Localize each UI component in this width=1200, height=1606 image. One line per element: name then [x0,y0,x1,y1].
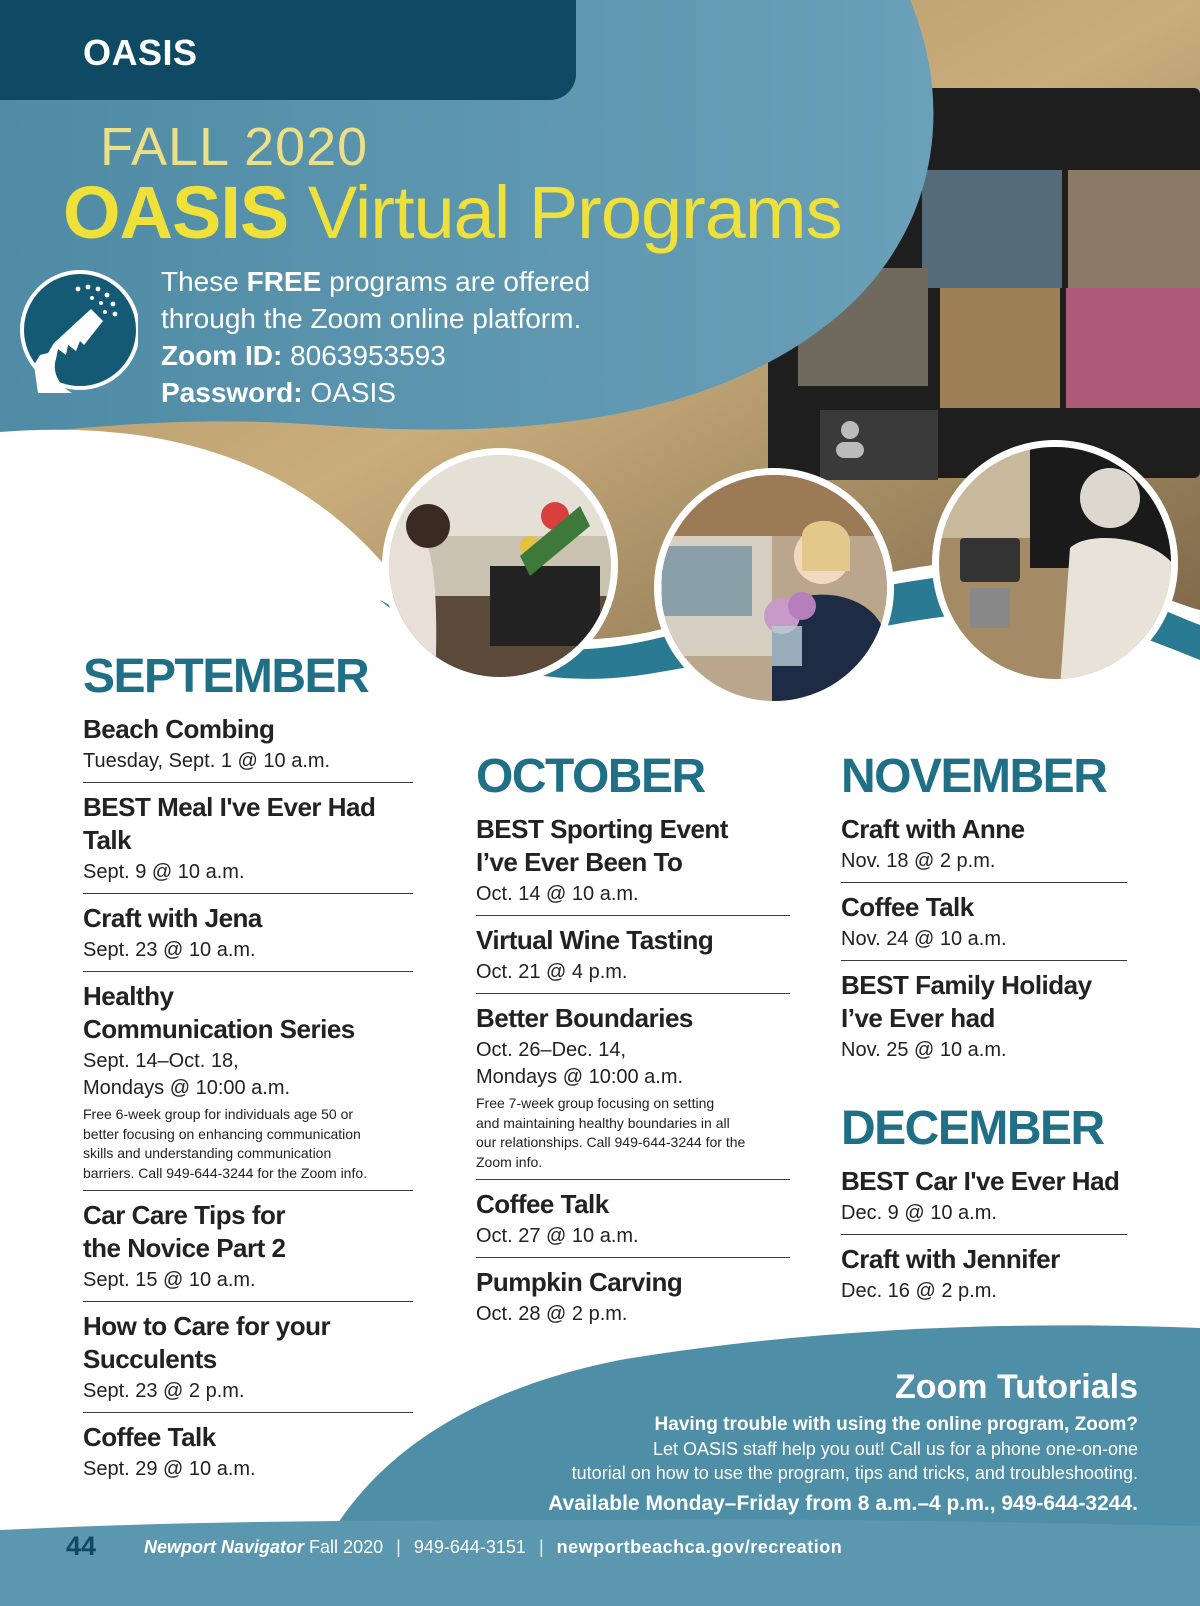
event-virtual-wine-tasting [476,921,790,994]
event-best-car [841,1162,1127,1235]
event-date: Dec. 9 @ 10 a.m. [841,1202,997,1224]
event-title: Coffee Talk [476,1189,609,1219]
event-description-line: and maintaining healthy boundaries in all [476,1114,730,1131]
event-description [476,1094,790,1172]
intro-post: programs are offered [329,266,591,297]
event-title: BEST Meal I've Ever Had Talk [83,792,376,855]
event-title-line-2: I’ve Ever had [841,1003,995,1033]
event-description-line: Zoom info. [476,1153,543,1170]
photo-man-using-tablet [930,438,1180,688]
season-label: FALL 2020 [100,117,369,177]
event-date: Dec. 16 @ 2 p.m. [841,1280,997,1302]
event-beach-combing [83,710,413,783]
event-description [83,1105,413,1183]
zoom-tutorials-body-line-1: Let OASIS staff help you out! Call us for a phone one-on-one [653,1439,1138,1459]
event-title: Coffee Talk [83,1422,216,1452]
event-title-line-2: Succulents [83,1344,217,1374]
september-column [83,652,413,1495]
event-date: Tuesday, Sept. 1 @ 10 a.m. [83,750,331,772]
event-best-sporting-event [476,810,790,916]
event-description-line: Free 7-week group focusing on setting [476,1095,715,1111]
event-title-line-1: Healthy [83,981,174,1011]
event-date: Oct. 27 @ 10 a.m. [476,1225,639,1247]
zoom-tutorials-hours: Available Monday–Friday from 8 a.m.–4 p.m., 949-644-3244. [548,1492,1138,1515]
event-date: Sept. 23 @ 2 p.m. [83,1380,245,1402]
event-healthy-communication [83,977,413,1191]
event-title: BEST Car I've Ever Had [841,1166,1120,1196]
event-coffee-talk [841,888,1127,961]
footer-phone: 949-644-3151 [413,1537,526,1557]
zoom-tutorials-question: Having trouble with using the online program, Zoom? [654,1414,1138,1435]
december-column [841,1104,1127,1317]
event-date: Nov. 18 @ 2 p.m. [841,850,996,872]
event-pumpkin-carving [476,1263,790,1335]
event-date-line-1: Oct. 26–Dec. 14, [476,1039,627,1061]
event-date-line-2: Mondays @ 10:00 a.m. [476,1066,684,1088]
intro-line-1 [161,263,590,300]
event-best-meal-talk [83,788,413,894]
event-date-line-2: Mondays @ 10:00 a.m. [83,1077,291,1099]
event-title: Beach Combing [83,714,275,744]
intro-pre: These [161,266,239,297]
event-title: Craft with Jennifer [841,1244,1060,1274]
event-description-line: skills and understanding communication [83,1145,332,1161]
password-line [161,374,590,411]
intro-line-2: through the Zoom online platform. [161,303,582,334]
password-label: Password: [161,377,303,408]
photo-woman-with-bouquet [652,466,896,710]
zoom-id-value: 8063953593 [290,340,446,371]
event-title-line-1: How to Care for your [83,1311,331,1341]
footer-divider: | [538,1537,544,1557]
intro-text [161,263,590,411]
event-better-boundaries [476,999,790,1180]
event-title-line-1: BEST Family Holiday [841,970,1092,1000]
event-title: Coffee Talk [841,892,974,922]
event-date: Oct. 28 @ 2 p.m. [476,1303,628,1325]
event-title-line-1: BEST Sporting Event [476,814,728,844]
event-date: Sept. 15 @ 10 a.m. [83,1269,256,1291]
event-description-line: Free 6-week group for individuals age 50 or [83,1106,354,1122]
month-heading-september: SEPTEMBER [83,650,369,703]
month-heading-october: OCTOBER [476,750,705,803]
event-date: Sept. 29 @ 10 a.m. [83,1458,256,1480]
event-title: Better Boundaries [476,1003,693,1033]
event-title: Virtual Wine Tasting [476,925,714,955]
footer-url-link[interactable]: newportbeachca.gov/recreation [556,1537,843,1557]
issue-label: Fall 2020 [309,1537,384,1557]
footer-band-lower [0,1519,1200,1606]
event-title-line-2: I’ve Ever Been To [476,847,683,877]
event-craft-with-anne [841,810,1127,883]
photo-woman-arranging-flowers [380,446,620,686]
event-care-for-succulents [83,1307,413,1413]
event-car-care-tips [83,1196,413,1302]
event-description-line: better focusing on enhancing communication [83,1125,361,1142]
page-title-bold: OASIS [63,171,289,254]
page-title-rest: Virtual Programs [307,171,842,254]
publication-name: Newport Navigator [144,1537,305,1557]
section-tab-label: OASIS [83,32,198,73]
event-description-line: barriers. Call 949-644-3244 for the Zoom info. [83,1164,368,1181]
event-date-line-1: Sept. 14–Oct. 18, [83,1050,239,1072]
hand-tap-icon [18,267,138,403]
november-column [841,752,1127,1076]
event-title-line-2: the Novice Part 2 [83,1233,286,1263]
zoom-tutorials-body-line-2: tutorial on how to use the program, tips and tricks, and troubleshooting. [571,1463,1138,1483]
running-footer [144,1537,842,1558]
event-coffee-talk [83,1418,413,1490]
page-title [63,170,842,255]
password-value: OASIS [310,377,396,408]
event-title: Pumpkin Carving [476,1267,683,1297]
page-number: 44 [66,1531,97,1561]
zoom-id-label: Zoom ID: [161,340,283,371]
month-heading-december: DECEMBER [841,1102,1104,1155]
event-title-line-1: Car Care Tips for [83,1200,285,1230]
event-date: Sept. 23 @ 10 a.m. [83,939,256,961]
event-title-line-2: Communication Series [83,1014,355,1044]
intro-free: FREE [246,266,322,297]
event-date: Oct. 21 @ 4 p.m. [476,961,628,983]
event-coffee-talk [476,1185,790,1258]
footer-divider: | [396,1537,401,1557]
zoom-tutorials-title: Zoom Tutorials [894,1368,1138,1406]
event-date: Sept. 9 @ 10 a.m. [83,861,245,883]
event-date: Oct. 14 @ 10 a.m. [476,883,639,905]
october-column [476,752,790,1340]
event-description-line: our relationships. Call 949-644-3244 for the [476,1134,746,1150]
event-craft-with-jennifer [841,1240,1127,1312]
event-date: Nov. 25 @ 10 a.m. [841,1039,1007,1061]
zoom-tutorials-box [378,1366,1138,1519]
month-heading-november: NOVEMBER [841,750,1107,803]
section-tab [0,0,576,100]
zoom-id-line [161,337,590,374]
event-craft-with-jena [83,899,413,972]
event-title: Craft with Anne [841,814,1025,844]
event-title: Craft with Jena [83,903,262,933]
event-best-family-holiday [841,966,1127,1071]
event-date: Nov. 24 @ 10 a.m. [841,928,1007,950]
